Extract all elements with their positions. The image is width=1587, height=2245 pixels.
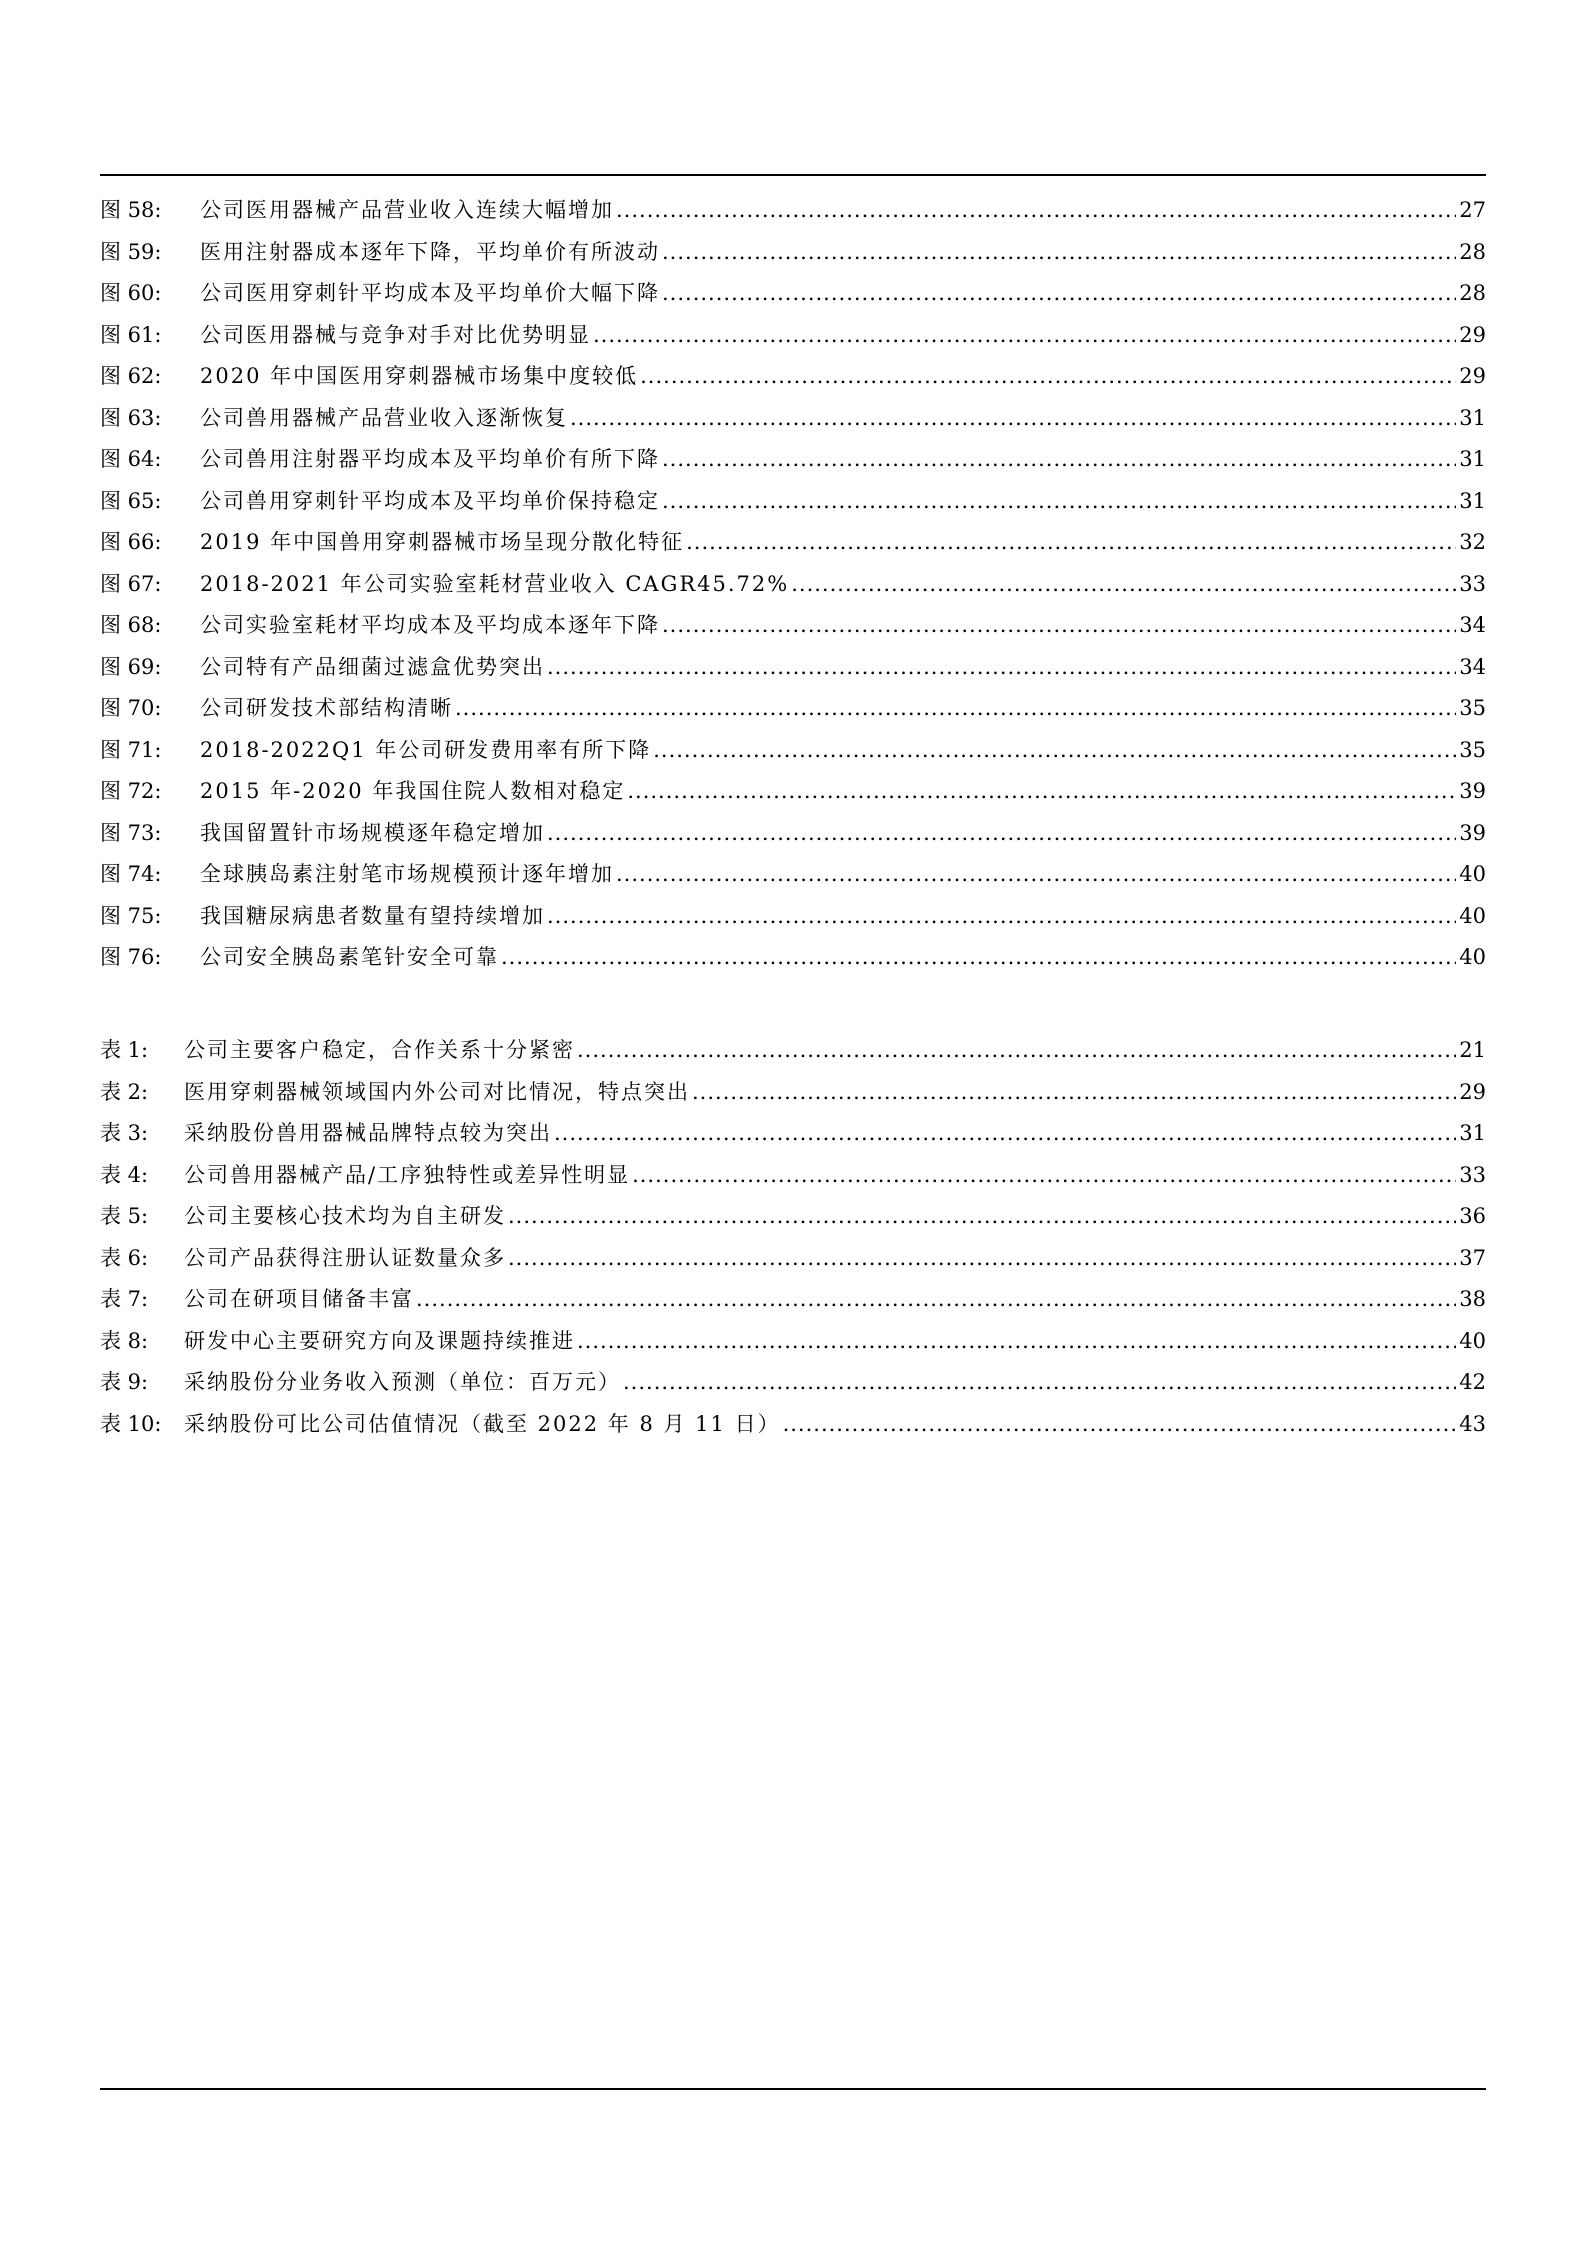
toc-entry[interactable]	[100, 1159, 1486, 1201]
toc-entry[interactable]	[100, 1366, 1486, 1408]
toc-entry-page: 31	[1459, 488, 1486, 513]
toc-entry-page: 28	[1459, 239, 1486, 264]
toc-entry-label: 图 63:	[100, 405, 162, 430]
toc-entry-page: 33	[1459, 1162, 1486, 1187]
toc-entry[interactable]	[100, 402, 1486, 444]
toc-entry-label: 表 7:	[100, 1287, 149, 1311]
toc-entry-label: 图 59:	[100, 239, 162, 264]
toc-leader-dots	[593, 323, 1456, 347]
toc-entry-label: 图 61:	[100, 322, 162, 347]
toc-entry-page: 38	[1459, 1287, 1486, 1311]
toc-entry[interactable]	[100, 360, 1486, 402]
toc-entry-title: 公司产品获得注册认证数量众多	[184, 1245, 506, 1270]
toc-entry-label: 图 58:	[100, 198, 162, 222]
toc-entry-label: 表 4:	[100, 1162, 149, 1187]
table-list	[100, 1034, 1486, 1449]
toc-entry[interactable]	[100, 194, 1486, 236]
toc-entry-page: 31	[1459, 1121, 1486, 1145]
toc-entry-title: 全球胰岛素注射笔市场规模预计逐年增加	[200, 862, 614, 886]
toc-entry[interactable]	[100, 526, 1486, 568]
toc-leader-dots	[662, 489, 1456, 513]
toc-entry[interactable]	[100, 319, 1486, 361]
toc-entry-label: 图 75:	[100, 903, 162, 928]
toc-leader-dots	[640, 364, 1456, 388]
toc-entry-label: 表 2:	[100, 1079, 149, 1104]
toc-leader-dots	[508, 1204, 1456, 1228]
figure-list	[100, 194, 1486, 983]
toc-entry[interactable]	[100, 1117, 1486, 1159]
toc-entry-label: 表 6:	[100, 1245, 149, 1270]
toc-entry[interactable]	[100, 236, 1486, 278]
toc-leader-dots	[653, 738, 1456, 762]
top-rule	[100, 174, 1486, 176]
toc-entry-title: 2019 年中国兽用穿刺器械市场呈现分散化特征	[200, 530, 685, 554]
toc-leader-dots	[455, 696, 1456, 720]
toc-entry-page: 34	[1459, 613, 1486, 637]
toc-entry-title: 公司主要客户稳定，合作关系十分紧密	[184, 1038, 575, 1062]
toc-entry[interactable]	[100, 1283, 1486, 1325]
toc-entry-label: 图 72:	[100, 779, 162, 803]
toc-entry-title: 公司兽用穿刺针平均成本及平均单价保持稳定	[200, 488, 660, 513]
toc-entry-title: 医用穿刺器械领域国内外公司对比情况，特点突出	[184, 1079, 690, 1104]
toc-entry-label: 图 67:	[100, 571, 162, 596]
toc-entry-label: 表 3:	[100, 1121, 149, 1145]
toc-entry-title: 医用注射器成本逐年下降，平均单价有所波动	[200, 239, 660, 264]
toc-leader-dots	[554, 1121, 1456, 1145]
toc-leader-dots	[686, 530, 1456, 554]
toc-leader-dots	[547, 655, 1456, 679]
bottom-rule	[100, 2088, 1486, 2090]
toc-leader-dots	[577, 1329, 1456, 1353]
toc-entry-page: 43	[1459, 1411, 1486, 1436]
toc-entry-title: 我国留置针市场规模逐年稳定增加	[200, 820, 545, 845]
toc-entry-label: 图 69:	[100, 654, 162, 679]
toc-entry-title: 公司医用穿刺针平均成本及平均单价大幅下降	[200, 281, 660, 305]
toc-entry-page: 32	[1459, 530, 1486, 554]
toc-entry-title: 我国糖尿病患者数量有望持续增加	[200, 903, 545, 928]
toc-entry-page: 35	[1459, 737, 1486, 762]
toc-leader-dots	[662, 613, 1456, 637]
toc-entry[interactable]	[100, 1325, 1486, 1367]
toc-leader-dots	[416, 1287, 1456, 1311]
toc-entry-page: 35	[1459, 696, 1486, 720]
toc-entry-label: 图 60:	[100, 281, 162, 305]
toc-entry-title: 采纳股份分业务收入预测（单位：百万元）	[184, 1370, 621, 1394]
toc-entry[interactable]	[100, 1408, 1486, 1450]
toc-entry[interactable]	[100, 734, 1486, 776]
toc-entry-page: 40	[1459, 945, 1486, 969]
toc-entry-label: 图 71:	[100, 737, 162, 762]
toc-leader-dots	[662, 447, 1456, 471]
toc-entry[interactable]	[100, 858, 1486, 900]
toc-entry-page: 37	[1459, 1245, 1486, 1270]
toc-entry[interactable]	[100, 1034, 1486, 1076]
toc-entry[interactable]	[100, 775, 1486, 817]
toc-entry[interactable]	[100, 485, 1486, 527]
toc-entry[interactable]	[100, 568, 1486, 610]
toc-entry-title: 公司安全胰岛素笔针安全可靠	[200, 945, 499, 969]
toc-entry[interactable]	[100, 900, 1486, 942]
toc-entry-label: 表 1:	[100, 1038, 149, 1062]
toc-entry-page: 40	[1459, 903, 1486, 928]
toc-entry-title: 公司兽用器械产品营业收入逐渐恢复	[200, 405, 568, 430]
toc-leader-dots	[623, 1370, 1456, 1394]
toc-leader-dots	[662, 240, 1456, 264]
toc-entry-label: 图 64:	[100, 447, 162, 471]
toc-entry-title: 2018-2022Q1 年公司研发费用率有所下降	[200, 737, 652, 762]
toc-entry-label: 图 70:	[100, 696, 162, 720]
toc-entry-label: 图 73:	[100, 820, 162, 845]
toc-entry-label: 图 74:	[100, 862, 162, 886]
toc-entry-page: 34	[1459, 654, 1486, 679]
toc-entry-label: 表 5:	[100, 1204, 149, 1228]
toc-leader-dots	[662, 281, 1456, 305]
toc-leader-dots	[783, 1412, 1456, 1436]
toc-entry[interactable]	[100, 1200, 1486, 1242]
toc-entry-page: 28	[1459, 281, 1486, 305]
toc-entry[interactable]	[100, 651, 1486, 693]
toc-entry-label: 表 8:	[100, 1328, 149, 1353]
toc-entry[interactable]	[100, 941, 1486, 983]
toc-entry-title: 2020 年中国医用穿刺器械市场集中度较低	[200, 364, 639, 388]
toc-entry[interactable]	[100, 1076, 1486, 1118]
toc-leader-dots	[547, 821, 1456, 845]
toc-entry-page: 29	[1459, 364, 1486, 388]
toc-entry-page: 31	[1459, 405, 1486, 430]
toc-entry-label: 表 10:	[100, 1411, 162, 1436]
toc-entry-title: 公司特有产品细菌过滤盒优势突出	[200, 654, 545, 679]
toc-leader-dots	[577, 1038, 1456, 1062]
toc-entry-page: 36	[1459, 1204, 1486, 1228]
toc-entry-title: 公司实验室耗材平均成本及平均成本逐年下降	[200, 613, 660, 637]
toc-entry[interactable]	[100, 817, 1486, 859]
toc-entry-title: 研发中心主要研究方向及课题持续推进	[184, 1328, 575, 1353]
toc-entry-label: 图 68:	[100, 613, 162, 637]
toc-entry-title: 公司医用器械与竞争对手对比优势明显	[200, 322, 591, 347]
toc-leader-dots	[570, 406, 1456, 430]
toc-entry[interactable]	[100, 692, 1486, 734]
toc-leader-dots	[632, 1163, 1456, 1187]
toc-entry-page: 39	[1459, 779, 1486, 803]
toc-entry-title: 采纳股份可比公司估值情况（截至 2022 年 8 月 11 日）	[184, 1411, 781, 1436]
toc-entry-title: 2015 年-2020 年我国住院人数相对稳定	[200, 779, 626, 803]
toc-entry[interactable]	[100, 609, 1486, 651]
toc-entry-title: 采纳股份兽用器械品牌特点较为突出	[184, 1121, 552, 1145]
toc-entry-title: 公司兽用注射器平均成本及平均单价有所下降	[200, 447, 660, 471]
toc-entry-page: 27	[1459, 198, 1486, 222]
toc-leader-dots	[616, 862, 1456, 886]
toc-entry-page: 29	[1459, 1079, 1486, 1104]
toc-entry-label: 图 76:	[100, 945, 162, 969]
toc-entry-label: 图 65:	[100, 488, 162, 513]
toc-entry-title: 公司医用器械产品营业收入连续大幅增加	[200, 198, 614, 222]
toc-entry-page: 40	[1459, 1328, 1486, 1353]
toc-entry-page: 31	[1459, 447, 1486, 471]
toc-entry-title: 公司研发技术部结构清晰	[200, 696, 453, 720]
toc-entry-title: 公司兽用器械产品/工序独特性或差异性明显	[184, 1162, 631, 1187]
toc-entry-page: 42	[1459, 1370, 1486, 1394]
toc-entry-title: 公司在研项目储备丰富	[184, 1287, 414, 1311]
toc-entry-page: 39	[1459, 820, 1486, 845]
toc-leader-dots	[692, 1080, 1456, 1104]
toc-leader-dots	[547, 904, 1456, 928]
toc-leader-dots	[627, 779, 1456, 803]
toc-entry[interactable]	[100, 277, 1486, 319]
toc-leader-dots	[616, 198, 1456, 222]
toc-entry-page: 33	[1459, 571, 1486, 596]
toc-entry[interactable]	[100, 443, 1486, 485]
toc-entry-title: 公司主要核心技术均为自主研发	[184, 1204, 506, 1228]
toc-entry-label: 图 66:	[100, 530, 162, 554]
toc-entry-page: 21	[1459, 1038, 1486, 1062]
toc-leader-dots	[791, 572, 1456, 596]
toc-entry-page: 40	[1459, 862, 1486, 886]
toc-entry-label: 图 62:	[100, 364, 162, 388]
toc-leader-dots	[508, 1246, 1456, 1270]
toc-entry-page: 29	[1459, 322, 1486, 347]
toc-entry-label: 表 9:	[100, 1370, 149, 1394]
toc-entry[interactable]	[100, 1242, 1486, 1284]
toc-entry-title: 2018-2021 年公司实验室耗材营业收入 CAGR45.72%	[200, 571, 790, 596]
toc-leader-dots	[501, 945, 1456, 969]
